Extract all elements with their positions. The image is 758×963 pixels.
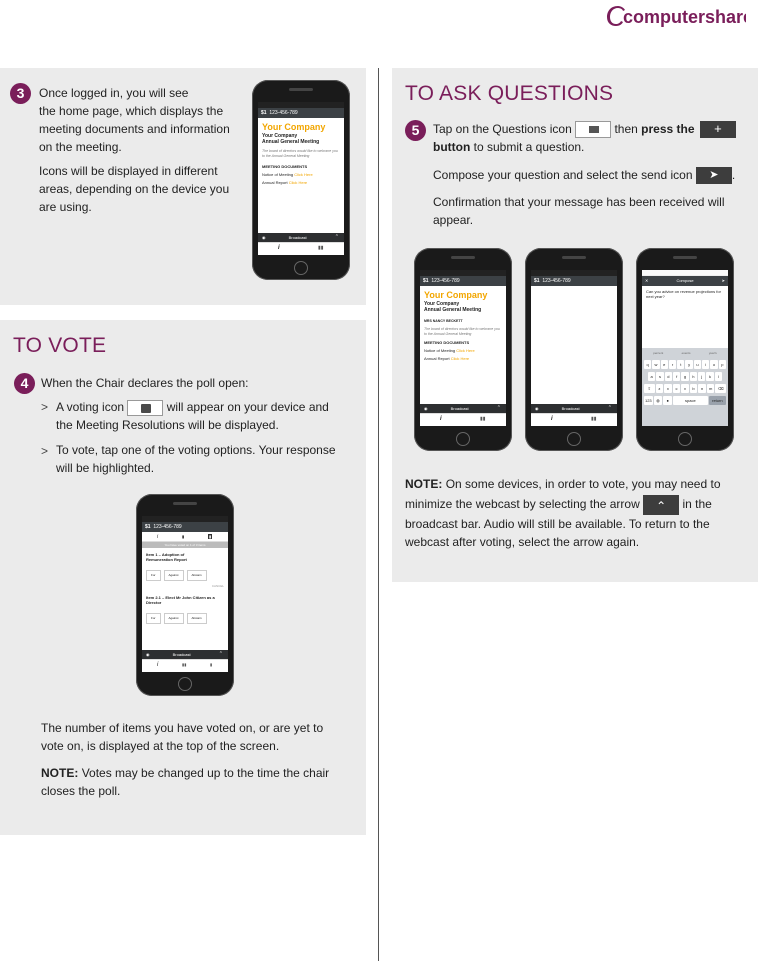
phone-questions-blank (525, 248, 623, 451)
text-line: Confirmation that your message has been received will (433, 195, 725, 209)
company-title: Your Company (424, 290, 488, 300)
suggestion[interactable]: events (681, 351, 691, 355)
broadcast-label: Broadcast (450, 406, 469, 411)
q-text-then: then (614, 122, 638, 136)
questions-tab-icon[interactable]: ▮▮ (182, 662, 187, 667)
broadcast-label: Broadcast (288, 235, 307, 240)
q-text-submit: to submit a question. (473, 140, 585, 155)
key[interactable]: j (698, 372, 705, 381)
q-text-button: button (433, 140, 471, 155)
key-row-3 (644, 384, 726, 393)
note-text-2: closes the poll. (41, 784, 121, 798)
confirmation-text (433, 193, 753, 229)
send-icon: ➤ (696, 167, 732, 184)
info-tab-icon[interactable]: i (440, 416, 442, 422)
key[interactable]: m (707, 384, 715, 393)
resolution-item-1: Item 1 – Adoption of Remuneration Report (146, 552, 187, 562)
note-text-4: broadcast bar. Audio will still be available. To return to the (405, 517, 710, 531)
chevron-up-icon[interactable]: ⌃ (496, 405, 501, 411)
votes-counter-banner: You have voted on 1 of 3 items (142, 542, 228, 548)
report-label: Annual Report (424, 356, 450, 361)
text-line: meeting documents and information (39, 122, 230, 136)
info-tab-icon[interactable]: i (551, 416, 553, 422)
phone-camera (173, 502, 197, 505)
step-number-4: 4 (14, 373, 35, 394)
vote-options-1 (146, 570, 224, 581)
broadcast-logo-icon: ◉ (535, 406, 539, 411)
broadcast-label: Broadcast (561, 406, 580, 411)
text-line: Once logged in, you will see (39, 86, 189, 100)
phone-screen (142, 516, 228, 672)
meeting-id: 123-456-789 (269, 110, 298, 116)
key[interactable]: l (715, 372, 722, 381)
chat-bubble-icon (589, 126, 599, 133)
text-line: the home page, which displays the (39, 104, 224, 118)
suggestion[interactable]: percent (653, 351, 664, 355)
home-content (258, 118, 344, 189)
meeting-id: 123-456-789 (542, 278, 571, 284)
text-line: on the meeting. (39, 140, 122, 154)
phone-home-screen (252, 80, 350, 280)
chevron-up-icon: ⌃ (643, 495, 679, 515)
note-label: NOTE: (405, 477, 443, 491)
notice-row[interactable] (262, 172, 340, 178)
keyboard (642, 348, 728, 426)
compose-text: Compose your question and select the send icon ➤ . (433, 166, 753, 184)
text-line: vote on, is displayed at the top of the screen. (41, 739, 280, 753)
text-line: The number of items you have voted on, or are yet to (41, 721, 324, 735)
broadcast-logo-icon: ◉ (146, 652, 150, 657)
key[interactable]: z (656, 384, 664, 393)
vote-options-2 (146, 613, 224, 624)
space-key[interactable]: space (673, 396, 708, 405)
questions-tab-icon[interactable]: ▮▮ (591, 416, 597, 422)
questions-heading: TO ASK QUESTIONS (405, 82, 614, 105)
numbers-key[interactable]: 123 (644, 398, 652, 403)
note-text: Votes may be changed up to the time the chair (81, 766, 330, 780)
resolution-item-2: Item 2.1 – Elect Mr John Citizen as a Director (146, 595, 215, 605)
report-link[interactable]: Click Here (450, 356, 470, 361)
backspace-key-icon[interactable]: ⌫ (715, 384, 726, 393)
vote-heading: TO VOTE (13, 334, 107, 357)
key[interactable]: p (719, 360, 726, 369)
computershare-logo (606, 2, 746, 28)
broadcast-logo-icon: ◉ (424, 406, 428, 411)
tab-row (142, 659, 228, 672)
logo-graphic (606, 2, 746, 28)
note-text: On some devices, in order to vote, you may need to (445, 477, 721, 491)
key[interactable]: n (698, 384, 706, 393)
questions-step-text (433, 120, 753, 156)
text-line: are using. (39, 200, 92, 214)
questions-tab-icon[interactable]: ▮ (182, 534, 185, 539)
phone-camera (562, 256, 586, 259)
meeting-subtitle: Annual General Meeting (262, 139, 320, 145)
key[interactable]: x (664, 384, 672, 393)
key-row-1 (644, 360, 726, 369)
vote-abstain-button[interactable]: Abstain (187, 570, 207, 581)
questions-note (405, 475, 750, 551)
phone-questions-home (414, 248, 512, 451)
key[interactable]: i (702, 360, 709, 369)
notice-row[interactable] (424, 348, 502, 354)
phone-home-button (178, 677, 192, 691)
key[interactable]: r (669, 360, 676, 369)
compose-header (642, 276, 728, 286)
questions-tab-icon[interactable]: ▮▮ (318, 245, 324, 251)
report-row[interactable] (424, 356, 502, 362)
vote-against-button[interactable]: Against (164, 613, 184, 624)
phone-screen (420, 270, 506, 426)
questions-tab-icon[interactable]: ▮▮ (480, 416, 486, 422)
key[interactable]: o (710, 360, 717, 369)
phone-camera (289, 88, 313, 91)
phone-vote-screen (136, 494, 234, 696)
info-tab-icon[interactable]: i (157, 662, 159, 668)
compose-title: Compose (676, 278, 694, 283)
company-title: Your Company (262, 122, 326, 132)
vote-for-button[interactable]: For (146, 570, 161, 581)
key[interactable]: w (652, 360, 659, 369)
chevron-up-icon[interactable]: ⌃ (607, 405, 612, 411)
globe-key-icon[interactable]: ◍ (654, 396, 663, 405)
broadcast-bar[interactable] (258, 233, 344, 242)
bar-chart-icon (141, 404, 151, 413)
broadcast-label: Broadcast (172, 652, 191, 657)
bullet1-text: A voting icon (56, 400, 125, 414)
welcome-text: The board of directors would like to welcome you to the Annual General Meeting (262, 149, 338, 158)
key[interactable]: a (648, 372, 655, 381)
vote-abstain-button[interactable]: Abstain (187, 613, 207, 624)
phone-home-button (678, 432, 692, 446)
logo-text: computershare (623, 7, 746, 27)
vote-tab-icon[interactable]: ▮ (209, 534, 212, 539)
step3-panel (0, 68, 366, 305)
phone-home-button (294, 261, 308, 275)
send-icon[interactable]: ➤ (721, 278, 725, 283)
phone-screen (531, 270, 617, 426)
key[interactable]: b (690, 384, 698, 393)
notice-label: Notice of Meeting (424, 348, 456, 353)
key[interactable]: t (677, 360, 684, 369)
phone-home-button (567, 432, 581, 446)
bullet-marker: > (41, 400, 49, 414)
vote-for-button[interactable]: For (146, 613, 161, 624)
column-divider (378, 68, 379, 961)
phone-compose-screen (636, 248, 734, 451)
return-key[interactable]: return (709, 396, 726, 405)
key[interactable]: d (665, 372, 672, 381)
vote-paragraph (41, 719, 341, 755)
key-row-2 (644, 372, 726, 381)
resolutions-list (142, 548, 228, 628)
key[interactable]: h (690, 372, 697, 381)
step3-paragraph-1 (39, 84, 249, 156)
phone-screen (642, 270, 728, 426)
plus-button-icon: + (700, 121, 736, 138)
step-number-3: 3 (10, 83, 31, 104)
q-text-press: press the (641, 122, 695, 136)
broadcast-bar[interactable] (420, 404, 506, 413)
key[interactable]: g (681, 372, 688, 381)
note-text-5: webcast after voting, select the arrow again. (405, 535, 640, 549)
phone-camera (673, 256, 697, 259)
phone-screen (258, 102, 344, 255)
note-text-2: minimize the webcast by selecting the arrow (405, 497, 640, 512)
report-row[interactable] (262, 180, 340, 186)
tab-row (258, 242, 344, 255)
key-row-4 (644, 396, 726, 405)
broadcast-logo-icon: ◉ (262, 235, 266, 240)
chevron-up-icon[interactable]: ⌃ (334, 234, 339, 240)
company-subtitle: Your Company (424, 301, 460, 307)
company-subtitle: Your Company (262, 133, 298, 139)
key[interactable]: q (644, 360, 651, 369)
bullet2-text: To vote, tap one of the voting options. Your response (56, 443, 336, 457)
report-link[interactable]: Click Here (288, 180, 308, 185)
notice-label: Notice of Meeting (262, 172, 294, 177)
key[interactable]: v (681, 384, 689, 393)
vote-tabs (142, 532, 228, 542)
vote-note (41, 764, 341, 800)
report-label: Annual Report (262, 180, 288, 185)
bullet1-text-3: the Meeting Resolutions will be displayed. (56, 418, 279, 432)
close-icon[interactable]: ✕ (645, 278, 649, 283)
key[interactable]: s (656, 372, 663, 381)
broadcast-bar[interactable] (531, 404, 617, 413)
shift-key-icon[interactable]: ⇧ (644, 384, 655, 393)
docs-heading: MEETING DOCUMENTS (424, 340, 470, 345)
step-number-5: 5 (405, 120, 426, 141)
question-textarea[interactable]: Can you advice on revenue projections for next year? (646, 289, 721, 299)
key[interactable]: u (694, 360, 701, 369)
meeting-id: 123-456-789 (431, 278, 460, 284)
vote-bullet-2 (56, 441, 356, 477)
mic-key-icon[interactable]: ● (663, 396, 672, 405)
questions-icon-box (575, 121, 611, 138)
welcome-text: The board of directors would like to welcome you to the Annual General Meeting (424, 327, 500, 336)
meeting-subtitle: Annual General Meeting (424, 307, 482, 313)
meeting-id: 123-456-789 (153, 524, 182, 530)
key[interactable]: e (661, 360, 668, 369)
tab-row (531, 413, 617, 426)
suggestion-bar (644, 349, 726, 357)
info-tab-icon[interactable]: i (157, 534, 159, 540)
suggestion[interactable]: year's (708, 351, 717, 355)
notice-link[interactable]: Click Here (294, 172, 313, 177)
key[interactable]: f (673, 372, 680, 381)
key[interactable]: k (706, 372, 713, 381)
vote-tab-icon[interactable]: ▮ (210, 662, 213, 667)
q-text-1: Tap on the Questions icon (433, 122, 572, 136)
tab-row (420, 413, 506, 426)
phone-camera (451, 256, 475, 259)
home-content (420, 286, 506, 365)
notice-link[interactable]: Click Here (456, 348, 475, 353)
questions-panel (392, 68, 758, 582)
phone-home-button (456, 432, 470, 446)
compose-label: Compose your question and select the send icon (433, 168, 693, 182)
voting-icon (127, 400, 163, 416)
text-line: appear. (433, 213, 474, 227)
cancel-vote-link[interactable]: CANCEL (211, 584, 224, 588)
text-line: areas, depending on the device you (39, 182, 230, 196)
app-header: $1 123-456-789 (258, 108, 344, 118)
vote-intro: When the Chair declares the poll open: (41, 376, 249, 390)
note-label: NOTE: (41, 766, 79, 780)
bullet1-text-2: will appear on your device and (166, 400, 329, 414)
app-header: $1 123-456-789 (531, 276, 617, 286)
chevron-up-icon[interactable]: ⌃ (218, 651, 223, 657)
attendee-name: MRS NANCY BECKETT (424, 319, 463, 323)
key[interactable]: y (685, 360, 692, 369)
docs-heading: MEETING DOCUMENTS (262, 164, 308, 169)
vote-bullet-1 (56, 398, 356, 434)
text-line: Icons will be displayed in different (39, 164, 218, 178)
bullet-marker: > (41, 444, 49, 458)
vote-against-button[interactable]: Against (164, 570, 184, 581)
note-text-3: in the (682, 497, 712, 512)
key[interactable]: c (673, 384, 681, 393)
app-header: $1 123-456-789 (142, 522, 228, 532)
bullet2-text-2: will be highlighted. (56, 461, 155, 475)
broadcast-bar[interactable] (142, 650, 228, 659)
step3-paragraph-2 (39, 162, 249, 216)
vote-panel (0, 320, 366, 835)
info-tab-icon[interactable]: i (278, 245, 280, 251)
app-header: $1 123-456-789 (420, 276, 506, 286)
